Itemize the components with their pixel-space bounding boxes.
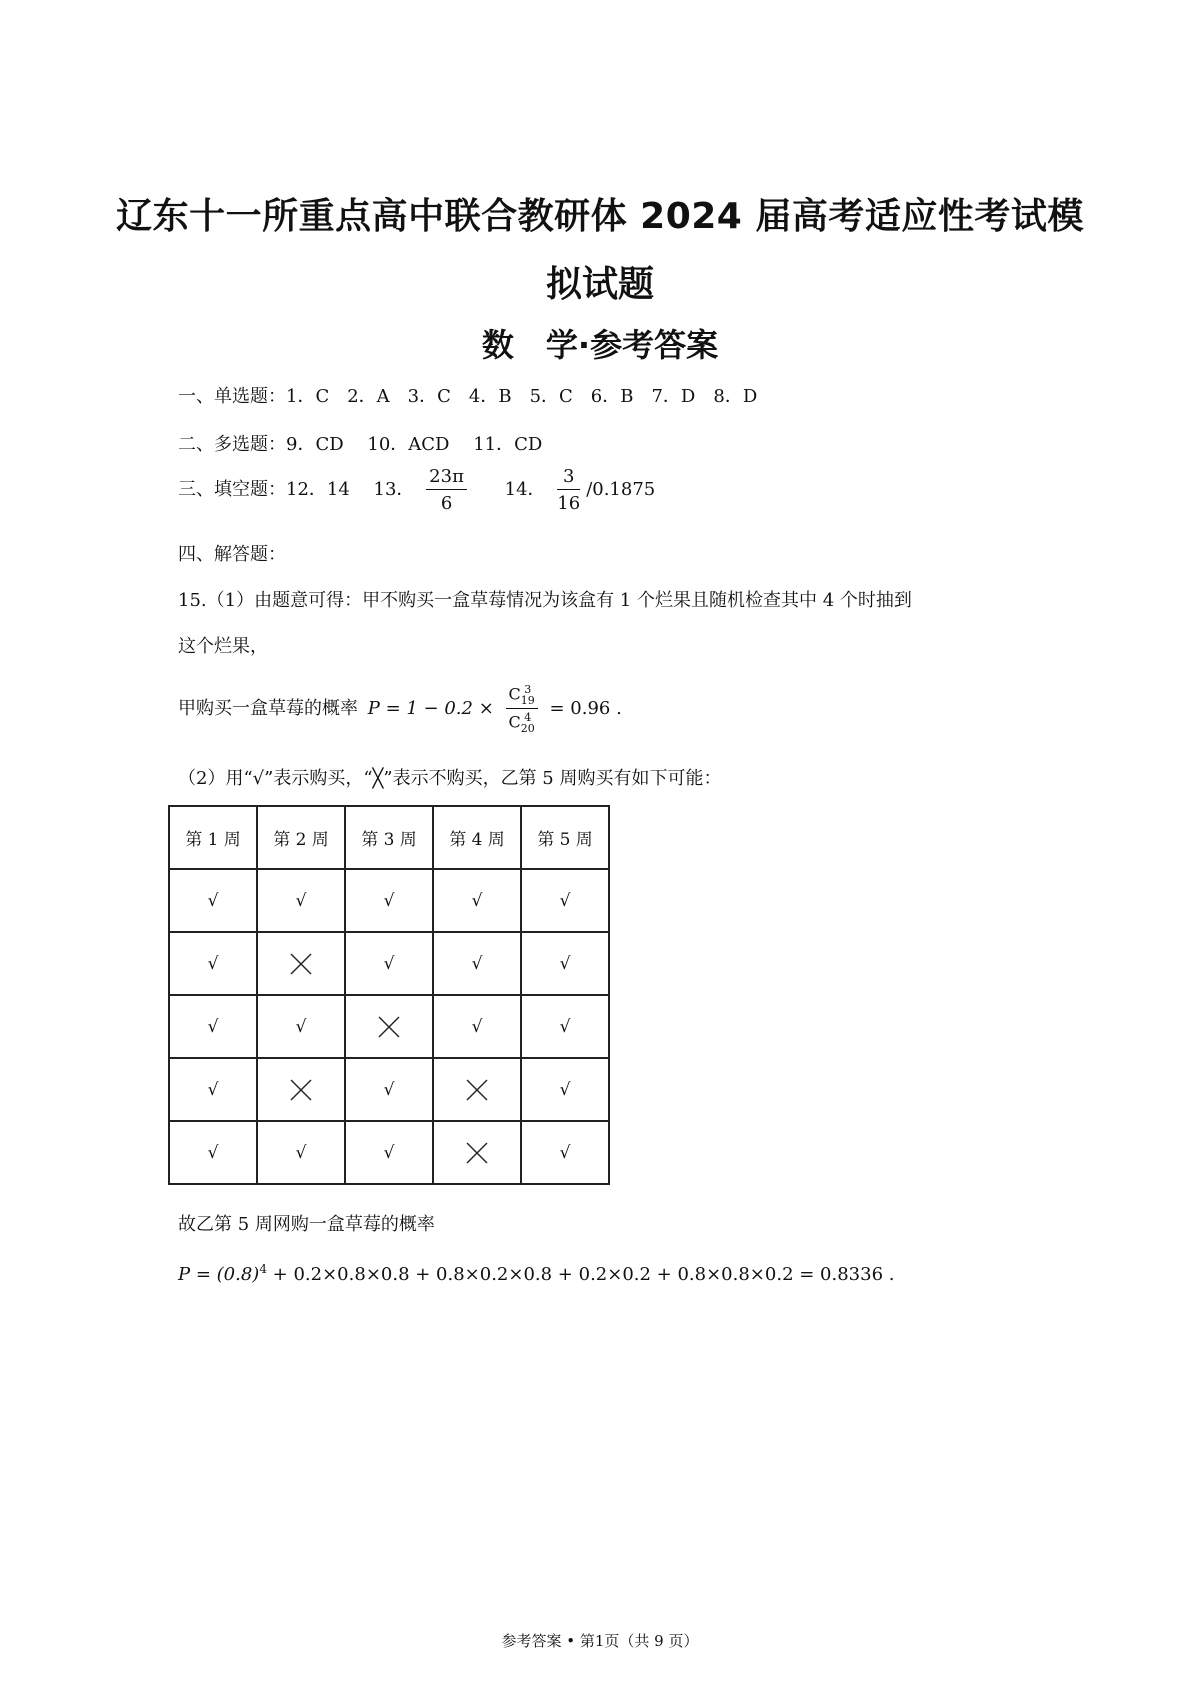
buy-check-mark: √ [345,1058,433,1121]
page-footer: 参考答案 • 第1页（共 9 页） [501,1632,699,1650]
buy-check-mark: √ [433,995,521,1058]
q15-final-formula [178,1262,894,1285]
q15-part1-line2: 这个烂果， [178,636,268,657]
subject-title: 数 学·参考答案 [481,326,719,364]
q13-fraction [426,466,467,514]
not-buy-cross-mark [433,1058,521,1121]
q13-numerator: 23π [426,466,467,490]
table-header-cell: 第 1 周 [169,806,257,869]
comb-top-letter: C [508,684,521,704]
buy-check-mark: √ [169,995,257,1058]
exam-title: 辽东十一所重点高中联合教研体 2024 届高考适应性考试模 [116,196,1084,237]
comb-top-sub: 19 [520,694,535,707]
buy-check-mark: √ [521,932,609,995]
fill-in-answers [178,466,655,514]
table-header-cell: 第 5 周 [521,806,609,869]
final-formula-exponent: 4 [259,1262,267,1276]
q15-part1-line1: 15.（1）由题意可得：甲不购买一盒草莓情况为该盒有 1 个烂果且随机检查其中 4 个时抽到 [178,590,912,611]
comb-bot-letter: C [508,712,521,732]
prob-formula-lhs: P = 1 − 0.2 × [367,698,494,719]
table-header-row [169,806,609,869]
q14-suffix: /0.1875 [586,479,656,500]
single-choice-answers: 一、单选题：1．C 2．A 3．C 4．B 5．C 6．B 7．D 8．D [178,386,758,407]
q15-part2-intro: （2）用“√”表示购买，“╳”表示不购买，乙第 5 周购买有如下可能： [178,768,722,789]
buy-check-mark: √ [521,869,609,932]
not-buy-cross-mark [257,1058,345,1121]
table-row [169,995,609,1058]
q14-prefix: 14． [504,479,546,500]
combination-fraction [506,684,538,734]
table-header-cell: 第 2 周 [257,806,345,869]
q14-denominator: 16 [557,493,581,514]
combination-denominator [506,709,538,734]
cross-icon [377,1015,401,1039]
buy-check-mark: √ [169,869,257,932]
table-header-cell: 第 4 周 [433,806,521,869]
q15-prob-line [178,684,622,734]
prob-formula-rhs: = 0.96 . [549,698,622,719]
q14-numerator: 3 [557,466,580,490]
exam-title-continued: 拟试题 [545,264,654,305]
buy-check-mark: √ [345,932,433,995]
table-row [169,1121,609,1184]
not-buy-cross-mark [433,1121,521,1184]
cross-icon [289,1078,313,1102]
table-row [169,932,609,995]
comb-top-sup: 3 [524,683,532,696]
not-buy-cross-mark [257,932,345,995]
final-formula-rhs: + 0.2×0.8×0.8 + 0.8×0.2×0.8 + 0.2×0.2 + 0.8×0.8×0.2 = 0.8336 . [266,1264,895,1285]
buy-check-mark: √ [345,1121,433,1184]
q15-conclusion: 故乙第 5 周网购一盒草莓的概率 [178,1214,435,1235]
multi-choice-answers: 二、多选题：9．CD 10．ACD 11．CD [178,434,543,455]
purchase-possibilities-table [168,805,610,1185]
answer-section-header: 四、解答题： [178,544,286,565]
not-buy-cross-mark [345,995,433,1058]
buy-check-mark: √ [521,1058,609,1121]
buy-check-mark: √ [345,869,433,932]
buy-check-mark: √ [433,869,521,932]
buy-check-mark: √ [169,1121,257,1184]
final-formula-lhs: P = (0.8) [178,1264,260,1285]
buy-check-mark: √ [521,995,609,1058]
buy-check-mark: √ [169,932,257,995]
table-row [169,869,609,932]
cross-icon [465,1141,489,1165]
q14-fraction [557,466,580,514]
table-row [169,1058,609,1121]
comb-bot-sub: 20 [520,722,535,735]
combination-numerator [506,684,538,709]
comb-bot-sup: 4 [524,711,532,724]
buy-check-mark: √ [257,869,345,932]
fill-in-prefix: 三、填空题：12．14 13． [178,479,415,500]
buy-check-mark: √ [521,1121,609,1184]
buy-check-mark: √ [169,1058,257,1121]
buy-check-mark: √ [257,1121,345,1184]
q13-denominator: 6 [440,493,453,514]
table-header-cell: 第 3 周 [345,806,433,869]
cross-icon [465,1078,489,1102]
cross-icon [289,952,313,976]
prob-prefix: 甲购买一盒草莓的概率 [178,698,358,719]
buy-check-mark: √ [433,932,521,995]
buy-check-mark: √ [257,995,345,1058]
